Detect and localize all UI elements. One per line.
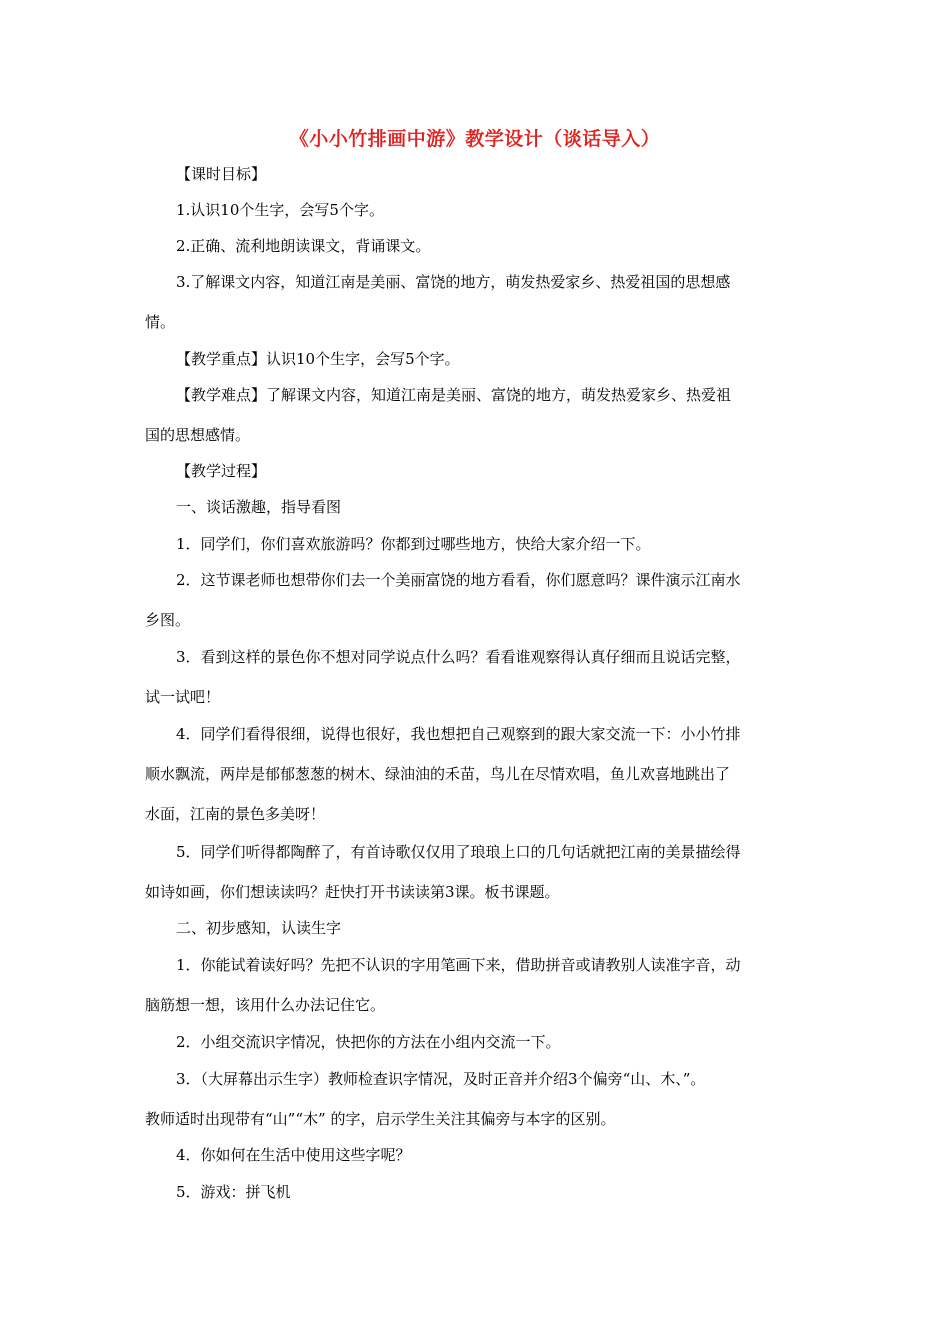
- section-heading-objectives: 【课时目标】: [176, 165, 267, 183]
- difficult-points-continued: 国的思想感情。: [145, 426, 251, 444]
- paragraph-line: 2．这节课老师也想带你们去一个美丽富饶的地方看看，你们愿意吗？课件演示江南水: [176, 571, 741, 589]
- step-heading: 一、谈话激趣，指导看图: [176, 498, 342, 516]
- document-title: 《小小竹排画中游》教学设计（谈话导入）: [289, 128, 661, 150]
- paragraph-line: 顺水飘流，两岸是郁郁葱葱的树木、绿油油的禾苗，鸟儿在尽情欢唱，鱼儿欢喜地跳出了: [145, 765, 731, 783]
- objective-item: 3.了解课文内容，知道江南是美丽、富饶的地方，萌发热爱家乡、热爱祖国的思想感: [176, 273, 731, 291]
- paragraph-line: 乡图。: [145, 611, 191, 629]
- section-heading-process: 【教学过程】: [176, 462, 267, 480]
- paragraph-line: 2．小组交流识字情况，快把你的方法在小组内交流一下。: [176, 1033, 561, 1051]
- paragraph-line: 5．游戏：拼飞机: [176, 1183, 291, 1201]
- paragraph-line: 3．看到这样的景色你不想对同学说点什么吗？看看谁观察得认真仔细而且说话完整，: [176, 648, 741, 666]
- objective-item: 2.正确、流利地朗读课文，背诵课文。: [176, 237, 431, 255]
- key-points: 【教学重点】认识10个生字，会写5个字。: [176, 350, 460, 368]
- paragraph-line: 4．同学们看得很细，说得也很好，我也想把自己观察到的跟大家交流一下：小小竹排: [176, 725, 741, 743]
- paragraph-line: 1．同学们，你们喜欢旅游吗？你都到过哪些地方，快给大家介绍一下。: [176, 535, 651, 553]
- paragraph-line: 教师适时出现带有“山”“木” 的字，启示学生关注其偏旁与本字的区别。: [145, 1110, 616, 1128]
- step-heading: 二、初步感知，认读生字: [176, 919, 342, 937]
- paragraph-line: 脑筋想一想，该用什么办法记住它。: [145, 996, 386, 1014]
- paragraph-line: 1．你能试着读好吗？先把不认识的字用笔画下来，借助拼音或请教别人读准字音，动: [176, 956, 741, 974]
- paragraph-line: 3．（大屏幕出示生字）教师检查识字情况，及时正音并介绍3个偏旁“山、木、”。: [176, 1070, 706, 1088]
- paragraph-line: 水面，江南的景色多美呀！: [145, 805, 326, 823]
- paragraph-line: 如诗如画，你们想读读吗？赶快打开书读读第3课。板书课题。: [145, 883, 560, 901]
- objective-item: 1.认识10个生字，会写5个字。: [176, 201, 384, 219]
- difficult-points: 【教学难点】了解课文内容，知道江南是美丽、富饶的地方，萌发热爱家乡、热爱祖: [176, 386, 732, 404]
- paragraph-line: 5．同学们听得都陶醉了，有首诗歌仅仅用了琅琅上口的几句话就把江南的美景描绘得: [176, 843, 741, 861]
- paragraph-line: 4．你如何在生活中使用这些字呢？: [176, 1146, 411, 1164]
- objective-item-continued: 情。: [145, 313, 176, 331]
- paragraph-line: 试一试吧！: [145, 688, 221, 706]
